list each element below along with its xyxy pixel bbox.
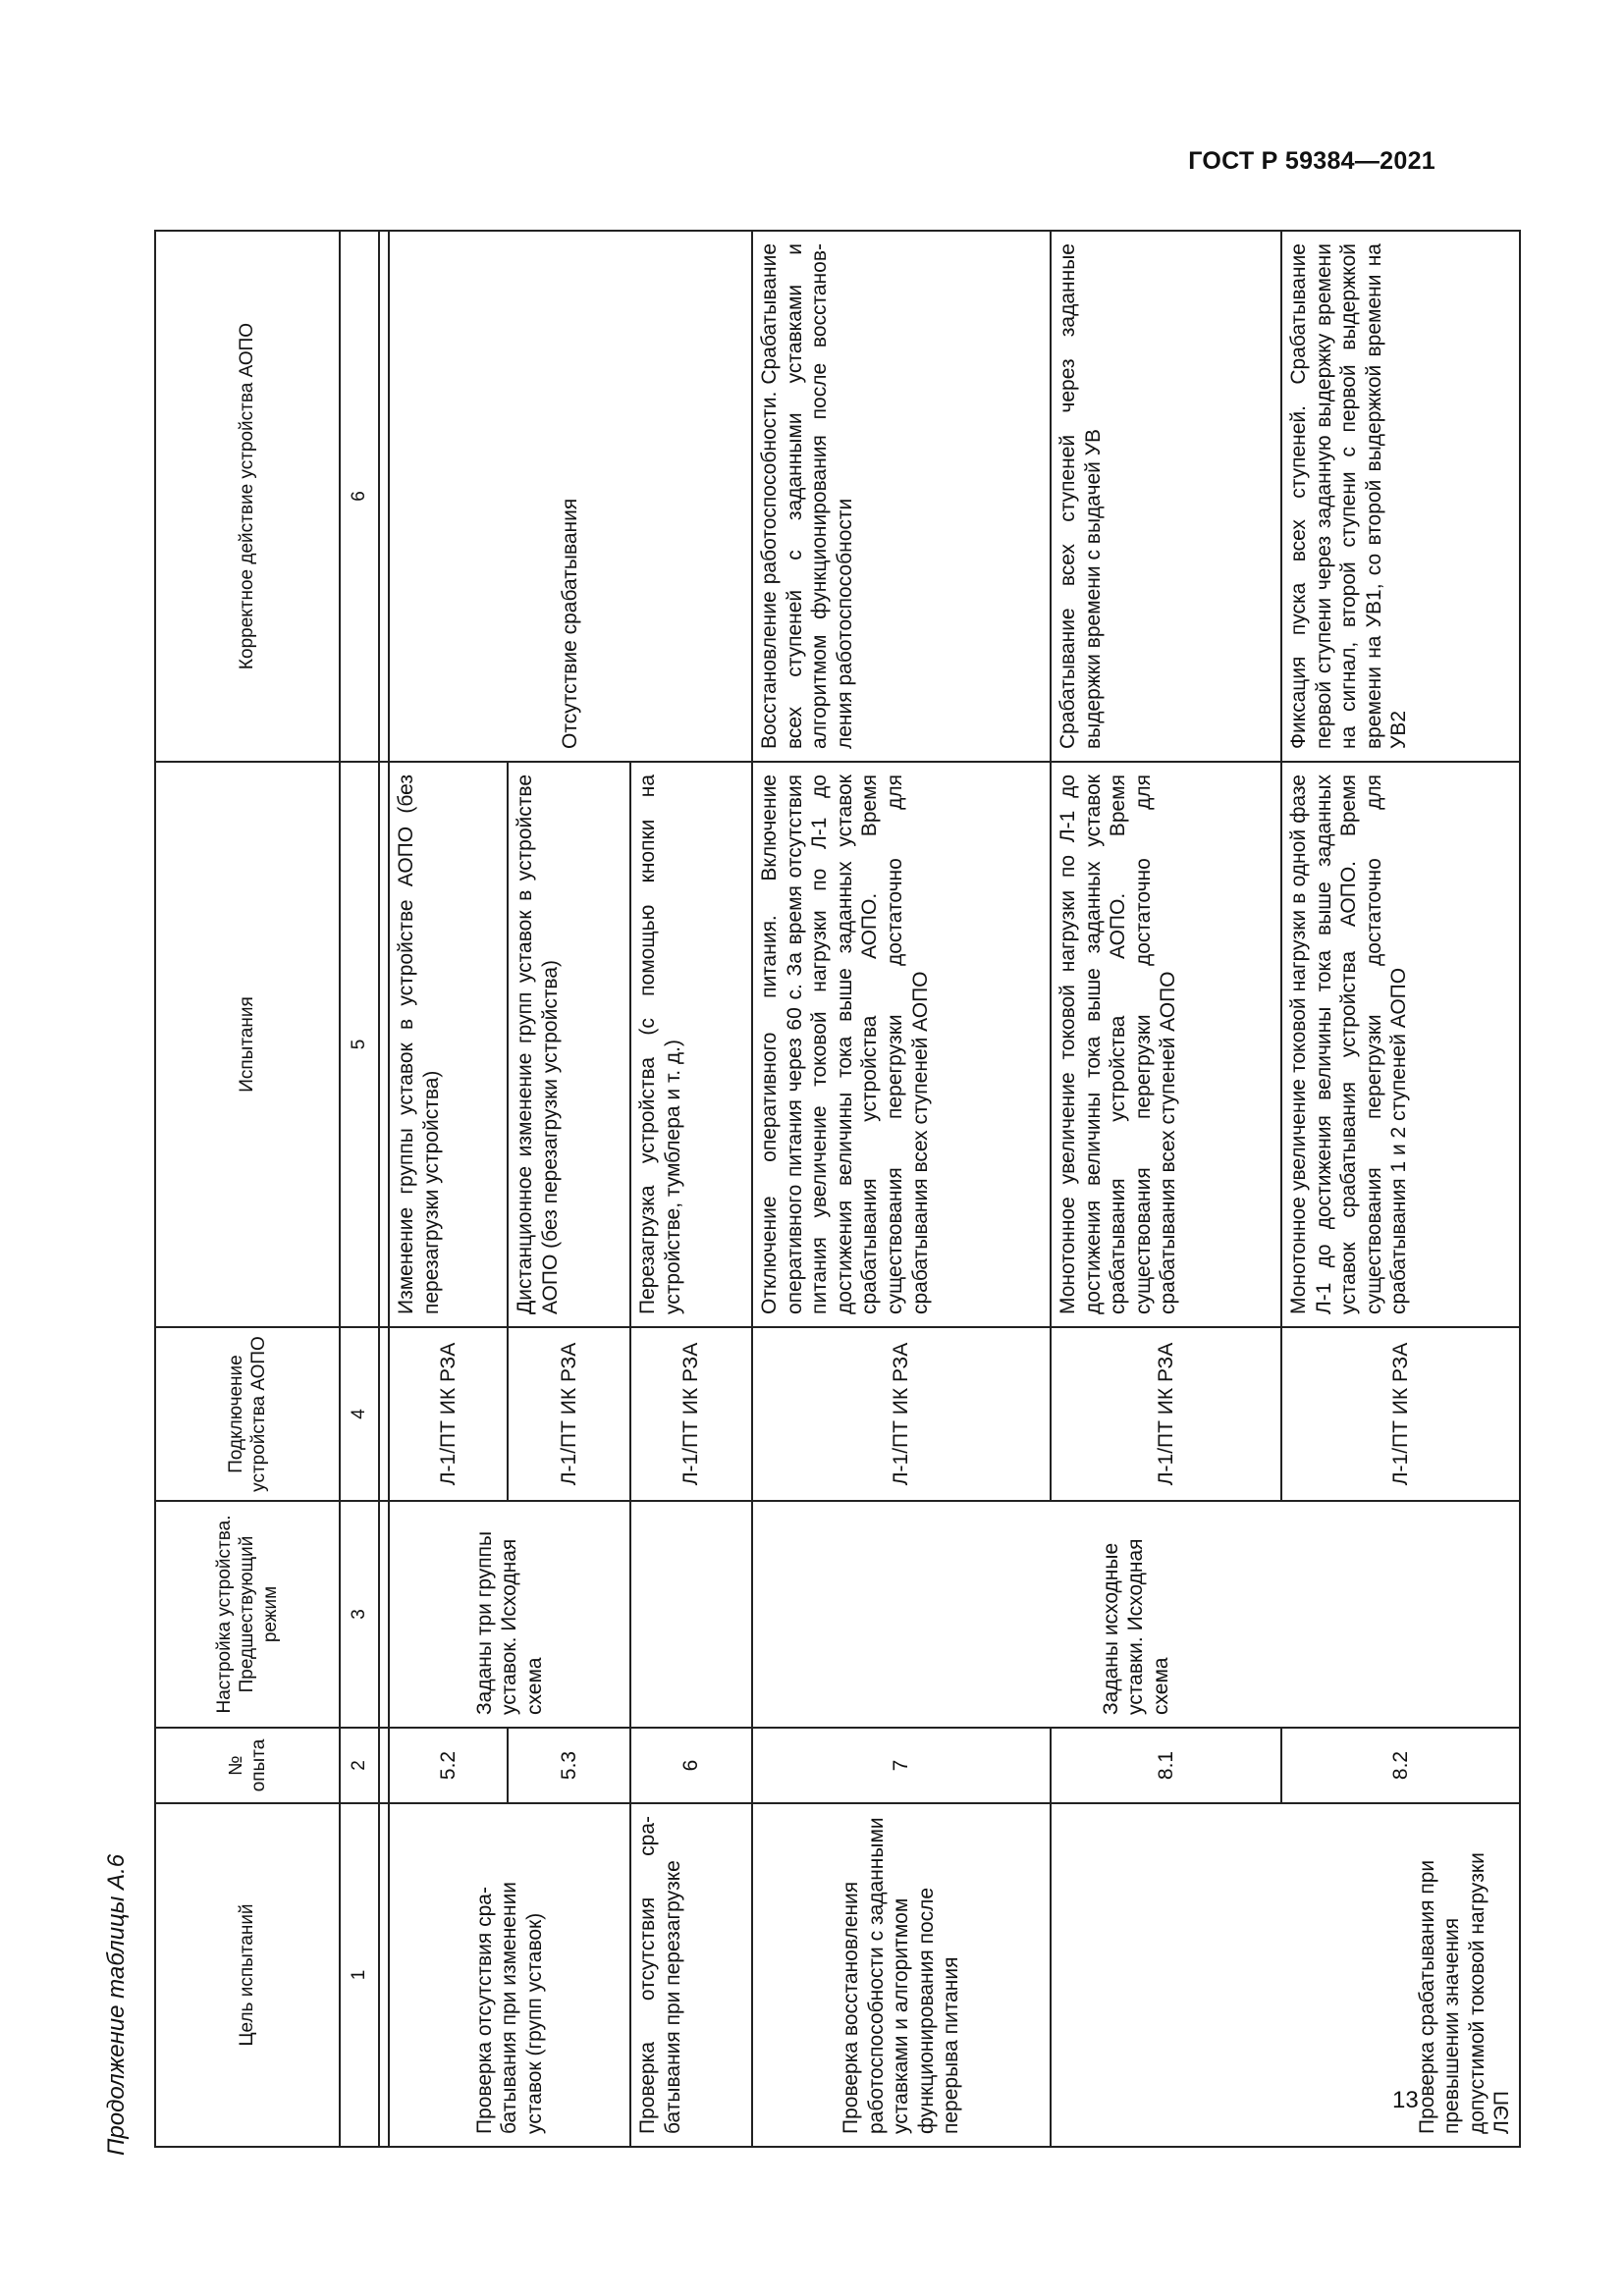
column-number: 2	[340, 1728, 379, 1803]
spacer-row	[379, 231, 389, 2147]
cell-connection: Л-1/ПТ ИК РЗА	[752, 1327, 1051, 1501]
column-number: 1	[340, 1803, 379, 2147]
cell-result: Отсутствие срабатывания	[389, 231, 752, 762]
cell-test: Монотонное увеличение токовой нагрузки по Л-1 до достижения величины тока выше заданных уставок срабатывания устройства АОПО. Время существования перегрузки достаточно для срабатывания всех ступеней АОПО	[1051, 762, 1281, 1327]
cell-num: 5.3	[508, 1728, 630, 1803]
cell-num: 7	[752, 1728, 1051, 1803]
cell-result: Восстановление работоспособности. Срабатывание всех ступеней с заданными уставками и алгоритмом функционирования после восстановления работоспособности	[752, 231, 1051, 762]
cell-purpose: Проверка отсутствия срабатывания при перезагрузке	[630, 1803, 752, 2147]
cell-test: Изменение группы уставок в устройстве АОПО (без перезагрузки устройства)	[389, 762, 508, 1327]
cell-test: Перезагрузка устройства (с помощью кнопки на устройстве, тумблера и т. д.)	[630, 762, 752, 1327]
cell-result: Срабатывание всех ступеней через заданные выдержки времени с выдачей УВ	[1051, 231, 1281, 762]
cell-test: Отключение оперативного питания. Включение оперативного питания через 60 с. За время отсутствия питания увеличение токовой нагрузки по Л-1 до достижения величины тока выше заданных уставок срабатывания устройства АОПО. Время существования перегрузки достаточно для срабатывания всех ступеней АОПО	[752, 762, 1051, 1327]
header-purpose: Цель испытаний	[155, 1803, 340, 2147]
table-caption: Продолжение таблицы А.6	[103, 1853, 130, 2156]
column-number: 3	[340, 1501, 379, 1728]
column-number: 4	[340, 1327, 379, 1501]
cell-num: 8.1	[1051, 1728, 1281, 1803]
header-connection: Подключение устройства АОПО	[155, 1327, 340, 1501]
column-number: 6	[340, 231, 379, 762]
cell-test: Дистанционное изменение групп уставок в устройстве АОПО (без перезагрузки устройства)	[508, 762, 630, 1327]
table-row	[389, 231, 508, 2147]
column-number-row	[340, 231, 379, 2147]
cell-connection: Л-1/ПТ ИК РЗА	[1281, 1327, 1520, 1501]
table-header-row	[155, 231, 340, 2147]
header-result: Корректное действие устройства АОПО	[155, 231, 340, 762]
cell-setup: Заданы исходные уставки. Исходная схема	[752, 1501, 1520, 1728]
header-num: № опыта	[155, 1728, 340, 1803]
header-test: Испытания	[155, 762, 340, 1327]
cell-num: 5.2	[389, 1728, 508, 1803]
cell-connection: Л-1/ПТ ИК РЗА	[1051, 1327, 1281, 1501]
cell-setup: Заданы три группы уставок. Исходная схема	[389, 1501, 630, 1728]
cell-purpose: Проверка отсутствия срабатывания при изменении уставок (групп уставок)	[389, 1803, 630, 2147]
cell-connection: Л-1/ПТ ИК РЗА	[630, 1327, 752, 1501]
page-number: 13	[1392, 2087, 1419, 2113]
table-row	[1051, 231, 1281, 2147]
test-table	[154, 230, 1521, 2148]
cell-purpose: Проверка срабатывания при превышении значения допустимой токовой нагрузки ЛЭП	[1051, 1803, 1520, 2147]
table-row	[752, 231, 1051, 2147]
cell-num: 8.2	[1281, 1728, 1520, 1803]
cell-connection: Л-1/ПТ ИК РЗА	[389, 1327, 508, 1501]
cell-result: Фиксация пуска всех ступеней. Срабатывание первой ступени через заданную выдержку времени на сигнал, второй ступени с первой выдержкой времени на УВ1, со второй выдержкой времени на УВ2	[1281, 231, 1520, 762]
header-setup: Настройка устройства. Предшествующий режим	[155, 1501, 340, 1728]
cell-setup	[630, 1501, 752, 1728]
cell-connection: Л-1/ПТ ИК РЗА	[508, 1327, 630, 1501]
cell-num: 6	[630, 1728, 752, 1803]
cell-purpose: Проверка восстановления работоспособности с заданными уставками и алгоритмом функционирования после перерыва питания	[752, 1803, 1051, 2147]
cell-test: Монотонное увеличение токовой нагрузки в одной фазе Л-1 до достижения величины тока выше заданных уставок срабатывания устройства АОПО. Время существования перегрузки достаточно для срабатывания 1 и 2 ступеней АОПО	[1281, 762, 1520, 1327]
standard-header: ГОСТ Р 59384—2021	[1188, 147, 1435, 175]
column-number: 5	[340, 762, 379, 1327]
